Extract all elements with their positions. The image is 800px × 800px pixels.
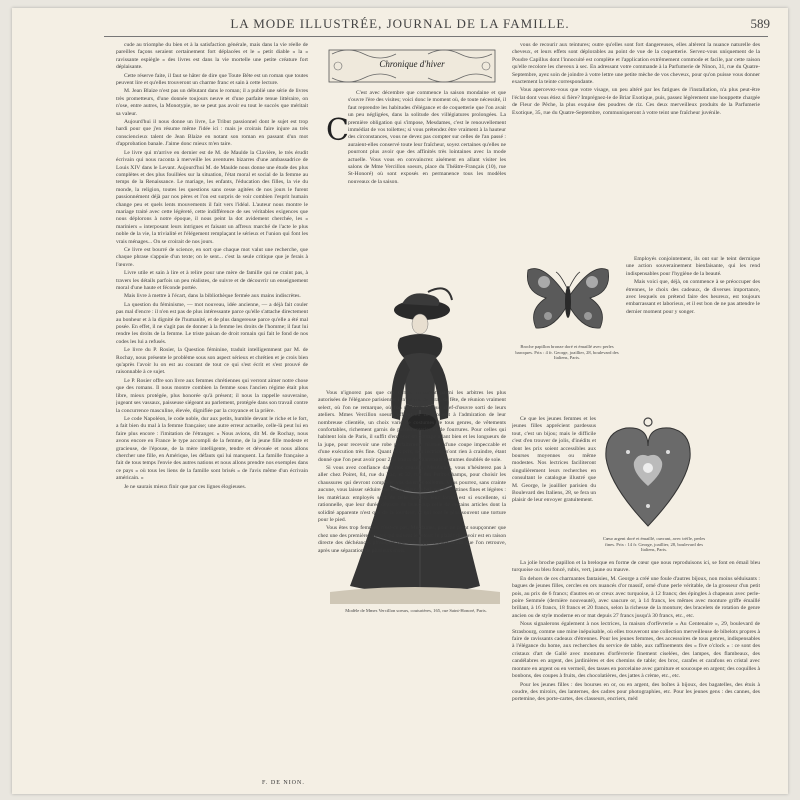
page-number: 589: [750, 16, 770, 31]
paragraph: Vous êtes trop femmes, n'est-ce pas, Mesdames, pour ne point soupçonner que chez une des premières visites qui suivent le retour, le plaisir du revoir est en raison directe des déchéances physiques que l'on suppose chez celles que l'on retrouve, après une séparation de plusieurs mois.: [318, 525, 506, 554]
column-center-bottom: [318, 390, 506, 776]
paragraph: Je ne saurais mieux finir que par ces lignes élogieuses.: [124, 483, 247, 490]
illustration-caption: Modèle de Mmes Vercillon soeurs, couturières, 165, rue Saint-Honoré, Paris.: [345, 608, 487, 613]
paragraph: Le P. Rosier offre son livre aux femmes chrétiennes qui verront aimer notre chose que des romans. Il nous montre combien la femme sous l'ancien régime était plus libre, mieux protégée, plus honorée qu'à présent; il nous la rappelle souveraine, jugeant ses vassaux, paisseuse siégeant au parlement, protégée dans son travail contre la concurrence masculine, élevée, dignifiée par la croyance et la prière.: [116, 377, 308, 414]
paragraph: Employés conjointement, ils ont sur le teint dermique une action souverainement bienfaisante, qui les rend indispensables pour l'hygiène de la beauté.: [626, 256, 760, 277]
page-header: [12, 14, 788, 34]
paragraph: Pour les jeunes filles : des bourses en or, ou en argent, des boîtes à bijoux, des bagatelles, des étuis à coudre, des miroirs, des lanternes, des cadres pour photographies, etc. Pour les jeunes gens : des cannes, des portemine, des porte-cartes, des classeurs, encriers, méd: [512, 681, 760, 703]
section-heading-banner: [328, 46, 496, 86]
column-center-top: [318, 90, 506, 282]
journal-title: LA MODE ILLUSTRÉE, JOURNAL DE LA FAMILLE.: [230, 16, 570, 31]
paragraph: La question du féminisme, — mot nouveau, idée ancienne, — a déjà fait couler pas mal d'encre : il n'en est pas de plus intéressante parce qu'elle s'attache directement au bonheur et à la dignité de l'humanité, et de plus dangereuse parce qu'elle a été mal posée. En effet, il ne s'agit pas de donner à la femme les droits de l'homme; il faut lui rendre les droits de la femme. Le triste paisan de droit romain qui fait le fond de nos codes les lui a refusés.: [116, 301, 308, 345]
column-right-bottom: [512, 560, 760, 790]
paragraph: C'est avec décembre que commence la saison mondaine et que s'ouvre l'ère des visites; voici donc le moment où, de toute nécessité, il faut reprendre les habitudes d'élégance et de coquetterie que l'on avait un peu négligées, dans la solitude des villégiatures prolongées. La première obligation qui s'impose, Mesdames, c'est le renouvellement immédiat de vos toilettes; si vous prétendez être vraiment à la hauteur des circonstances, vous ne devez pas compter sur celles de l'an passé : auraient-elles conservé toute leur fraîcheur, soyez certaines qu'elles ne pourront plus avoir que des affinités très lointaines avec la mode actuelle. Vous vous en convaincrez aisément en allant visiter les salons de Mme Vercillon soeurs, place du Théâtre-Français (10), rue St-Honoré) où sont exposés en permanence tous les modèles nouveaux de la saison.: [348, 90, 506, 185]
column-right-top: [512, 42, 760, 256]
paragraph: vous de recourir aux teintures; outre qu'elles sont fort dangereuses, elles altèrent la nuance naturelle des cheveux, et leurs effets sont déplorables au point de vue de la coquetterie. Servez-vous uniquement de la Poudre Capillus dont l'innocuité est complète et l'application extrêmement commode et facile, par cette raison qu'elle recolore les cheveux à sec. En adressant votre commande à la Parfumerie de Ninon, 31, rue du Quatre-Septembre, ayez soin de joindre à votre lettre une petite mèche de vos cheveux, pour qu'on puisse vous donner exactement la teinte correspondante.: [512, 42, 760, 86]
paragraph: Livre utile et sain à lire et à relire pour une mère de famille qui ne craint pas, à travers les détails parfois un peu réalistes, de suivre et de découvrir un enseignement moral d'une haute et féconde portée.: [116, 270, 308, 291]
column-right-narrow: [512, 416, 596, 546]
paragraph: La jolie broche papillon et la breloque en forme de cœur que nous reproduisons ici, se font en émail bleu turquoise ou bleu foncé, rubis, vert, jaune ou mauve.: [512, 560, 760, 574]
paragraph: cude au triomphe du bien et à la satisfaction générale, mais dans la vie réelle de pareilles façons seraient certainement fort déplacées et le « petit diable » la « ravissante espiègle » des livres est dans la vie mortelle une petite créature fort déplaisante.: [116, 42, 308, 71]
author-signature: F. DE NION.: [262, 780, 305, 786]
magazine-page: [12, 8, 788, 794]
paragraph: En dehors de ces charmantes fantaisies, M. George a créé une foule d'autres bijoux, non moins séduisants : bagues de jeunes filles, cercles en ors nuancés d'or massif, orné d'une perle véritable, de la grosseur d'un petit pois, au prix de 6 francs; d'autres en or creux avec turquoise, à 12 francs; des épingles à chapeaux avec perle-poire Semmée (dernière nouveauté), avec saucure or, à 14 francs, les mêmes avec monture griffe émaillé brillant, à 16 francs, 18 francs et 20 francs, selon la richesse de la monture; des bracelets de rotation de genre ancien ou de style moderne en or mat depuis 27 francs jusqu'à 30 francs, etc., etc.: [512, 575, 760, 619]
paragraph: Le livre qui m'arrive en dernier est de M. de Maulde la Clavière, le très érudit écrivain qui nous raconta à merveille les aventures bizarres d'une ambassadrice de Louis XIV dans le Levant. Aujourd'hui M. de Maulde nous donne une étude des plus complètes et des plus fouillées sur la situation, l'état moral et social de la femme au temps de la Renaissance. Le mariage, les enfants, l'éducation des filles, la vie du monde, la religion, toutes les questions sans cesse agitées de nos jours le furent passionnément déjà par nos pères et l'on est surpris de voir combien l'esprit humain change peu et quels lents mouvements il fait vers l'idéal. L'auteur nous montre le mariage traité avec cette légèreté, cette indifférence de ses véritables exigences que nous déplorons à notre époque, il nous peint la dot avidement cherchée, les « mariniers » interposant leurs intrigues et faisant un affreux marché de l'acte le plus noble de la vie, la trivialité et l'élégement remplaçant le sérieux et l'union qui font les vrais ménages... On se croirait de nos jours.: [116, 149, 308, 245]
paragraph: Nous signalerons également à nos lectrices, la maison d'orfèvrerie « Au Centenaire », 29, boulevard de Strasbourg, comme une mine inépuisable, où elles trouveront une collection merveilleuse de bibelots propres à faire de ravissants cadeaux d'étrennes. Pour les jeunes femmes, des accessoires de tous genres, indispensables à l'élégance du home, aux recherches du service de table, aux raffinements des « five o'clock » : ce sont des cristaux d'art de Gallé avec montures d'orfèvrerie finement ciselées, des lampes, des flambeaux, des candélabres en argent, des jardinières et des chemins de table; des broc, carafes et carafons en cristal avec monture en argent ou en vermeil, des tasses en porcelaine avec garniture et soucoupe en argent; des coquilles à bonbons, des coupes à fruits, des chocolatières, des jattes à crème, etc., etc.: [512, 621, 760, 680]
paragraph: Mais livre à mettre à l'écart, dans la bibliothèque fermée aux mains indiscrètes.: [124, 293, 301, 300]
paragraph: Cette réserve faite, il faut se hâter de dire que Toute Bête est un roman que toutes peuvent lire et qu'elles trouveront un charme franc et sain à cette lecture.: [116, 72, 308, 87]
header-rule: [104, 36, 768, 37]
paragraph: Si vous avez confiance dans nos conseils, Mesdames, vous n'hésiterez pas à aller chez Poiret, 84, rue du Bac, et 32, rue des Petits-Champs, pour choisir les chaussures qui devront compléter vos diverses toilettes. Vous pourrez, sans crainte aucune, vous laisser séduire par les souliers de bal, par les bottines fines et légères : les matériaux employés sont de telle qualité; leur forme est si excellente, si rationnelle, que leur durée dépasse de beaucoup celle de certains articles dont la solidité apparente n'est que de la lourdeur, et qui sont le plus souvent une torture pour le pied.: [318, 465, 506, 523]
butterfly-brooch-illustration: [524, 258, 612, 340]
butterfly-brooch-icon: [524, 258, 612, 340]
paragraph: Ce livre est bourré de science, en sort que chaque mot valut une recherche, que chaque phrase s'appuie d'un texte; on le sent... c'est la seule critique que je ferais à l'œuvre.: [116, 246, 308, 268]
column-left: [116, 42, 308, 762]
paragraph: Le livre du P. Rosier, la Question féminine, traduit intelligemment par M. de Rochay, nous présente le problème sous son aspect sérieux et chrétien et je crois bien qu'après l'avoir lu on est au courant de tout ce qui s'est écrit et s'est prouvé de raisonnable à ce sujet.: [116, 347, 308, 376]
paragraph: Le code Napoléon, le code noble, dur aux petits, humble devant le riche et le fort, a fait bien du mal à la femme française; une autre erreur actuelle, celle-là peut lui en faire plus encore : l'imitation de l'étranger. « Nous avions, dit M. de Rochay, nous avons encore en France le type accompli de la femme, de la jeune fille modeste et gracieuse, de l'épouse, de la mère intelligente, tendre et dévouée et nous allons chercher une fille, en Amérique, les défauts qui lui manquent. La famille française a fait de tous temps l'envie des autres nations et nous allons prendre nos exemples dans ce pays « où tous les liens de la famille sont brisés » de l'avis même d'un écrivain américain. »: [116, 415, 308, 482]
butterfly-caption: Broche papillon bronze doré et émaillé avec perles baroques. Prix : 4 fr. George, joaillier, 28, boulevard des Italiens, Paris.: [515, 344, 619, 361]
paragraph: Mais voici que, déjà, on commence à se préoccuper des étrennes, le choix des cadeaux, de diverses importance, avec lesquels on prétend faire des heureux, est toujours embarrassant et laborieux, et il est bon de ne pas attendre le dernier moment pour y songer.: [626, 279, 760, 315]
heart-caption: Cœur argent doré et émaillé, ouvrant, avec trèfle, perles fines. Prix : 14 fr. George, joaillier, 28, boulevard des Italiens, Paris.: [602, 536, 706, 553]
paragraph: Vous apercevez-vous que votre visage, un peu altéré par les fatigues de l'installation, n'a plus peut-être l'éclat dont vous étiez si fière? Imprégnez-le de Briar Exotique, puis, passez légèrement une houppette chargée de Fleur de Pêche, la plus exquise des poudres de riz. Ces deux merveilleux produits de la Parfumerie Exotique, 35, rue du Quatre-Septembre, communiqueront à votre teint une fraîcheur juvénile.: [512, 87, 760, 116]
section-heading: Chronique d'hiver: [379, 59, 445, 69]
heart-locket-illustration: [598, 416, 698, 532]
column-right-middle: [626, 256, 760, 416]
paragraph: Aujourd'hui il nous donne un livre, Le Tribut passionnel dont le sujet est trop hardi pour que j'en résume même l'idée ici : mais je croirais faire injure au très consciencieux talent de Jean Blaize en notant son roman en passant d'un mot d'approbation banale. J'aime donc mieux m'en taire.: [116, 119, 308, 148]
drop-cap: C: [326, 113, 349, 148]
paragraph: Ce que les jeunes femmes et les jeunes filles apprécient pardessus tout, c'est un bijou; mais le difficile c'est d'en trouver de jolis, d'inédits et dont les prix soient accessibles aux bourses moyennes ou même modestes. Nos lectrices faciliteront singulièrement leurs recherches en consultant le catalogue illustré que M. George, le joaillier parisien du Boulevard des Italiens, 28, se fera un plaisir de leur envoyer gratuitement.: [512, 416, 596, 504]
paragraph: M. Jean Blaize n'est pas un débutant dans le roman; il a publié une série de livres très prometteurs, d'une donnée toujours neuve et d'une parfaite tenue littéraire, on n'ose, entre autres, la Monotypie, ne se peut pas avoir eu tout le succès que méritait sa valeur.: [116, 88, 308, 117]
paragraph: Vous n'ignorez pas que ces dames comptent parmi les arbitres les plus autorisées de l'élégance parisienne; il n'est pas de carat, de fête, de réunion vraiment select, où l'on ne remarque, où l'on ne cite, quelque chef-d'œuvre sorti de leurs ateliers. Mmes Vercillon soeurs offrent en ce moment à l'admiration de leur nombreuse clientèle, un choix varié de costumes de tous genres, de vêtements confortables, richement garnis de passementeries et de fourrures. Pour celles qui habitent loin de Paris, il suffit d'envoyer un corsage allant bien et les longueurs de la jupe, pour recevoir une robe parfaitement réussie, d'une coupe impeccable et d'une exécution très fine. Quant aux prix, nos lectrices n'ont rien à craindre, étant donné que l'on peut avoir pour 250 francs de charmants costumes doublés de soie.: [318, 390, 506, 463]
heart-locket-icon: [598, 416, 698, 532]
